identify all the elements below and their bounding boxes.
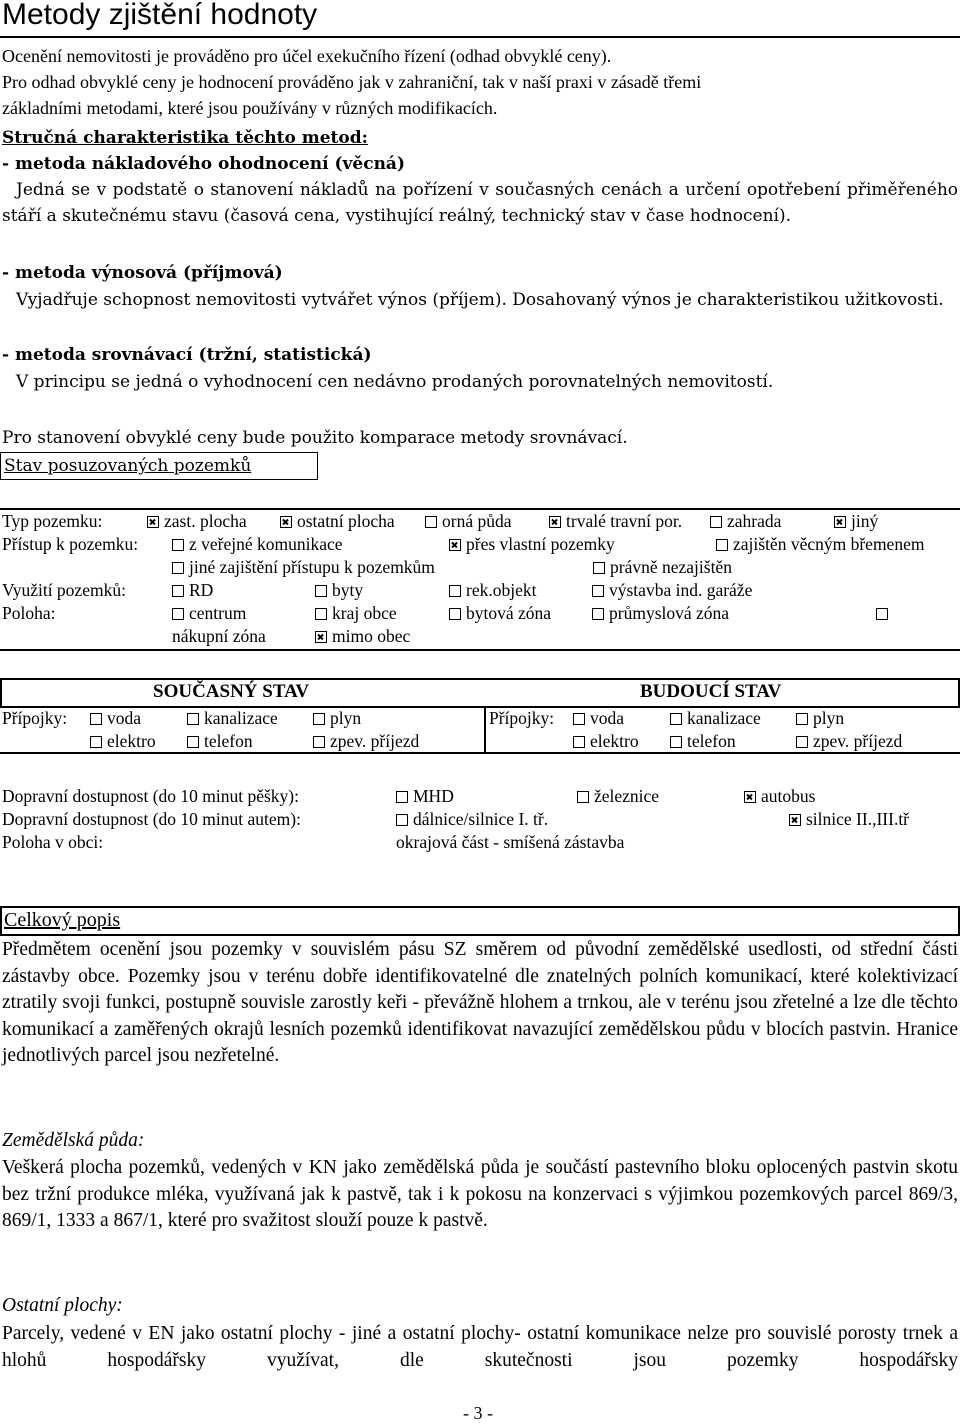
- typ-option: zahrada: [710, 510, 781, 532]
- other-heading: Ostatní plochy:: [2, 1295, 123, 1316]
- walk-option: železnice: [577, 785, 659, 807]
- checkbox-checked-icon: [834, 516, 846, 528]
- future-utility: kanalizace: [670, 707, 761, 729]
- checkbox-empty-icon: [172, 562, 184, 574]
- vyuziti-option: rek.objekt: [449, 579, 536, 601]
- future-utility: plyn: [796, 707, 844, 729]
- method-title: - metoda výnosová (příjmová): [2, 263, 283, 283]
- state-top-rule: [0, 678, 960, 680]
- checkbox-checked-icon: [147, 516, 159, 528]
- utilities-label: Přípojky:: [489, 708, 555, 728]
- poloha-option: mimo obec: [315, 625, 410, 647]
- methods-heading: Stručná charakteristika těchto metod:: [2, 128, 368, 148]
- pristup-label: Přístup k pozemku:: [2, 534, 139, 554]
- typ-option: jiný: [834, 510, 878, 532]
- vyuziti-option: byty: [315, 579, 363, 601]
- state-left-rule: [0, 678, 2, 708]
- poloha-option: nákupní zóna: [172, 626, 266, 646]
- checkbox-empty-icon: [313, 736, 325, 748]
- poloha-option: průmyslová zóna: [592, 602, 729, 624]
- checkbox-empty-icon: [172, 585, 184, 597]
- pristup-option: právně nezajištěn: [593, 556, 732, 578]
- checkbox-empty-icon: [876, 608, 888, 620]
- method-title: - metoda srovnávací (tržní, statistická): [2, 345, 372, 365]
- overall-heading: Celkový popis: [4, 909, 121, 931]
- pristup-option: přes vlastní pozemky: [449, 533, 615, 555]
- checkbox-checked-icon: [315, 631, 327, 643]
- current-state-heading: SOUČASNÝ STAV: [153, 681, 310, 702]
- page-title: Metody zjištění hodnoty: [2, 0, 318, 31]
- checkbox-empty-icon: [315, 608, 327, 620]
- current-utility: elektro: [90, 730, 156, 752]
- checkbox-empty-icon: [593, 562, 605, 574]
- checkbox-empty-icon: [670, 713, 682, 725]
- overall-left-rule: [0, 906, 2, 936]
- checkbox-empty-icon: [592, 585, 604, 597]
- vyuziti-option: výstavba ind. garáže: [592, 579, 752, 601]
- utilities-label: Přípojky:: [2, 708, 68, 728]
- future-utility: voda: [573, 707, 624, 729]
- overall-right-rule: [958, 906, 960, 936]
- current-utility: zpev. příjezd: [313, 730, 419, 752]
- checkbox-empty-icon: [796, 736, 808, 748]
- state-bottom-rule: [0, 752, 960, 754]
- typ-option: orná půda: [425, 510, 512, 532]
- page-number: - 3 -: [463, 1403, 493, 1423]
- typ-option: zast. plocha: [147, 510, 247, 532]
- title-underline: [0, 36, 960, 38]
- position-label: Poloha v obci:: [2, 832, 104, 852]
- checkbox-checked-icon: [744, 791, 756, 803]
- other-text: Parcely, vedené v EN jako ostatní plochy - jiné a ostatní plochy- ostatní komunikace nelze pro souvislé porosty trnek a hlohů hospodářsky využívat, dle skutečnosti jsou pozemky hospodářsky: [2, 1323, 958, 1371]
- position-value: okrajová část - smíšená zástavba: [396, 832, 625, 852]
- car-option: dálnice/silnice I. tř.: [396, 808, 548, 830]
- poloha-option: centrum: [172, 602, 246, 624]
- checkbox-empty-icon: [573, 713, 585, 725]
- checkbox-empty-icon: [592, 608, 604, 620]
- typ-option: ostatní plocha: [280, 510, 395, 532]
- poloha-label: Poloha:: [2, 603, 56, 623]
- future-state-heading: BUDOUCÍ STAV: [640, 681, 782, 702]
- state-right-rule: [958, 678, 960, 708]
- current-utility: telefon: [187, 730, 253, 752]
- checkbox-checked-icon: [789, 814, 801, 826]
- method-title: - metoda nákladového ohodnocení (věcná): [2, 154, 405, 174]
- walk-access-label: Dopravní dostupnost (do 10 minut pěšky):: [2, 786, 299, 806]
- checkbox-empty-icon: [396, 791, 408, 803]
- checkbox-empty-icon: [573, 736, 585, 748]
- vyuziti-label: Využití pozemků:: [2, 580, 126, 600]
- overall-text: Předmětem ocenění jsou pozemky v souvislém pásu SZ směrem od původní zemědělské usedlosti, od střední části zástavby obce. Pozemky jsou v terénu dobře identifikovatelné dle znatelných polních komunikací, které kolektivizací ztratily svoji funkci, postupně souvisle zarostly keři - převážně hlohem a trnkou, ale v terénu jsou zřetelné a lze dle těchto komunikací a zaměřených okrajů lesních pozemků identifikovat navazující zemědělskou půdu v blocích pastvin. Hranice jednotlivých parcel jsou nezřetelné.: [2, 939, 958, 1066]
- pristup-option: zajištěn věcným břemenem: [716, 533, 924, 555]
- intro-line: Ocenění nemovitosti je prováděno pro účel exekučního řízení (odhad obvyklé ceny).: [2, 46, 612, 66]
- checkbox-empty-icon: [710, 516, 722, 528]
- intro-line: Pro odhad obvyklé ceny je hodnocení prováděno jak v zahraniční, tak v naší praxi v zásadě třemi: [2, 72, 702, 92]
- poloha-option: bytová zóna: [449, 602, 551, 624]
- overall-top-rule: [0, 906, 960, 908]
- checkbox-checked-icon: [280, 516, 292, 528]
- method-description: V principu se jedná o vyhodnocení cen nedávno prodaných porovnatelných nemovitostí.: [16, 372, 774, 392]
- method-description: Jedná se v podstatě o stanovení nákladů na pořízení v současných cenách a určení opotřebení přiměřeného stáří a skutečnému stavu (časová cena, vystihující reálný, technický stav v čase hodnocení).: [2, 180, 958, 226]
- checkbox-checked-icon: [549, 516, 561, 528]
- walk-option: autobus: [744, 785, 815, 807]
- typ-option: trvalé travní por.: [549, 510, 682, 532]
- form-bottom-rule: [0, 649, 960, 651]
- checkbox-empty-icon: [396, 814, 408, 826]
- checkbox-empty-icon: [315, 585, 327, 597]
- poloha-option: kraj obce: [315, 602, 397, 624]
- checkbox-empty-icon: [172, 539, 184, 551]
- checkbox-empty-icon: [449, 585, 461, 597]
- state-divider: [484, 706, 486, 752]
- poloha-option: [876, 602, 893, 624]
- typ-label: Typ pozemku:: [2, 511, 103, 531]
- checkbox-empty-icon: [425, 516, 437, 528]
- checkbox-empty-icon: [313, 713, 325, 725]
- checkbox-empty-icon: [670, 736, 682, 748]
- checkbox-checked-icon: [449, 539, 461, 551]
- intro-line: základními metodami, které jsou používány v různých modifikacích.: [2, 98, 498, 118]
- current-utility: plyn: [313, 707, 361, 729]
- checkbox-empty-icon: [796, 713, 808, 725]
- checkbox-empty-icon: [577, 791, 589, 803]
- checkbox-empty-icon: [172, 608, 184, 620]
- car-access-label: Dopravní dostupnost (do 10 minut autem):: [2, 809, 301, 829]
- current-utility: kanalizace: [187, 707, 278, 729]
- vyuziti-option: RD: [172, 579, 213, 601]
- future-utility: zpev. příjezd: [796, 730, 902, 752]
- state-heading: Stav posuzovaných pozemků: [4, 456, 252, 476]
- pristup-option: z veřejné komunikace: [172, 533, 343, 555]
- checkbox-empty-icon: [716, 539, 728, 551]
- pristup-option: jiné zajištění přístupu k pozemkům: [172, 556, 435, 578]
- checkbox-empty-icon: [90, 713, 102, 725]
- checkbox-empty-icon: [187, 736, 199, 748]
- car-option: silnice II.,III.tř: [789, 808, 909, 830]
- checkbox-empty-icon: [90, 736, 102, 748]
- conclusion-text: Pro stanovení obvyklé ceny bude použito komparace metody srovnávací.: [2, 428, 628, 448]
- checkbox-empty-icon: [449, 608, 461, 620]
- checkbox-empty-icon: [187, 713, 199, 725]
- agri-heading: Zemědělská půda:: [2, 1130, 145, 1151]
- current-utility: voda: [90, 707, 141, 729]
- overall-bottom-rule: [0, 934, 960, 936]
- walk-option: MHD: [396, 785, 454, 807]
- future-utility: elektro: [573, 730, 639, 752]
- method-description: Vyjadřuje schopnost nemovitosti vytvářet výnos (příjem). Dosahovaný výnos je charakteristikou užitkovosti.: [16, 290, 944, 310]
- future-utility: telefon: [670, 730, 736, 752]
- agri-text: Veškerá plocha pozemků, vedených v KN jako zemědělská půda je součástí pastevního bloku oplocených pastvin skotu bez tržní produkce mléka, využívaná jak k pastvě, tak i k pokosu na konzervaci s výjimkou pozemkových parcel 869/3, 869/1, 1333 a 867/1, které pro svažitost slouží pouze k pastvě.: [2, 1157, 958, 1231]
